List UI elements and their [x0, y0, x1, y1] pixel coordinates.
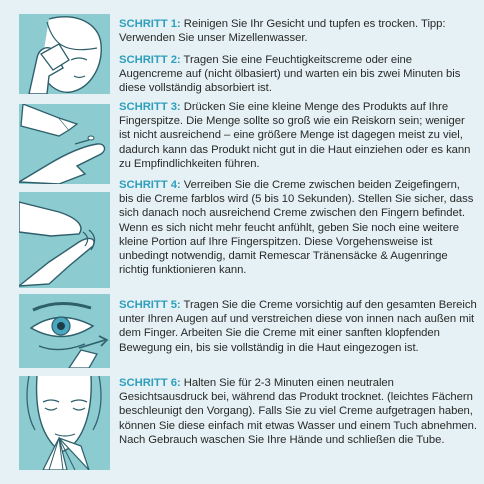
- step-5: [119, 298, 477, 355]
- step-6: [119, 376, 477, 447]
- face-fan-icon: [19, 376, 110, 470]
- step-5-heading: SCHRITT 5:: [119, 299, 181, 311]
- step-4: [119, 178, 477, 277]
- step-4-heading: SCHRITT 4:: [119, 179, 181, 191]
- step-1-text: Reinigen Sie Ihr Gesicht und tupfen es trocken. Tipp: Verwenden Sie unser Mizellenwasser.: [119, 18, 446, 45]
- step-2-text: Tragen Sie eine Feuchtigkeitscreme oder eine Augencreme auf (nicht ölbasiert) und warten ein bis zwei Minuten bis diese vollständig absorbiert ist.: [119, 54, 461, 95]
- step-2-heading: SCHRITT 2:: [119, 54, 181, 66]
- eye-application-icon: [19, 294, 110, 368]
- step-4-text: Verreiben Sie die Creme zwischen beiden Zeigefingern, bis die Creme farblos wird (5 bis 10 Sekunden). Stellen Sie sicher, dass sich danach noch ausreichend Creme zwischen den Fingern befindet. Wenn es sich nicht mehr feucht anfühlt, geben Sie noch eine weitere kleine Portion auf Ihre Fingerspitzen. Diese Vorgehensweise ist unbedingt notwendig, damit Remescar Tränensäcke & Augenringe richtig funktionieren kann.: [119, 179, 474, 277]
- step-3-text: Drücken Sie eine kleine Menge des Produkts auf Ihre Fingerspitze. Die Menge sollte so groß wie ein Reiskorn sein; weniger ist nicht ausreichend – eine größere Menge ist dagegen meist zu viel, dadurch kann das Produkt nicht gut in die Haut einziehen oder es kann zu Empfindlichkeiten führen.: [119, 101, 471, 170]
- fingers-rubbing-illustration: [19, 192, 110, 288]
- step-1: [119, 17, 477, 45]
- finger-cream-icon: [19, 104, 110, 184]
- step-6-heading: SCHRITT 6:: [119, 377, 181, 389]
- step-3-heading: SCHRITT 3:: [119, 101, 181, 113]
- eye-application-illustration: [19, 294, 110, 368]
- step-2: [119, 53, 477, 96]
- step-6-text: Halten Sie für 2-3 Minuten einen neutralen Gesichtsausdruck bei, während das Produkt trocknet. (leichtes Fächern beschleunigt den Vorgang). Falls Sie zu viel Creme aufgetragen haben, können Sie diese einfach mit etwas Wasser und einem Tuch abnehmen. Nach Gebrauch waschen Sie Ihre Hände und schließen die Tube.: [119, 377, 477, 446]
- step-5-text: Tragen Sie die Creme vorsichtig auf den gesamten Bereich unter Ihren Augen auf und verstreichen diese von innen nach außen mit dem Finger. Arbeiten Sie die Creme mit einer sanften klopfenden Bewegung ein, bis sie vollständig in die Haut eingezogen ist.: [119, 299, 477, 354]
- face-cleansing-icon: [19, 14, 110, 94]
- finger-cream-illustration: [19, 104, 110, 184]
- step-3: [119, 100, 477, 171]
- face-cleansing-illustration: [19, 14, 110, 94]
- fingers-rubbing-icon: [19, 192, 110, 288]
- step-1-heading: SCHRITT 1:: [119, 18, 181, 30]
- face-fan-illustration: [19, 376, 110, 470]
